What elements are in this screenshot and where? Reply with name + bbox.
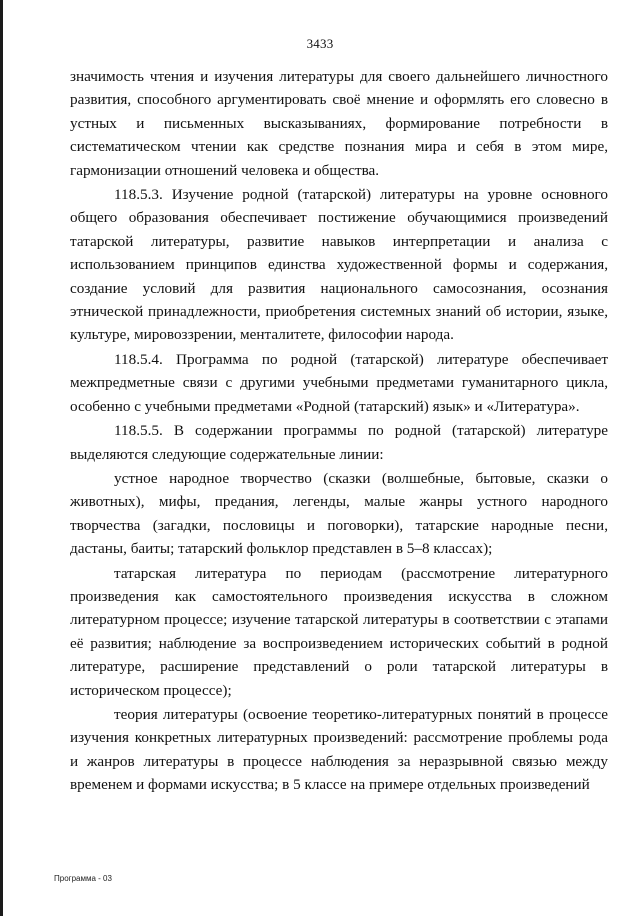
paragraph-continuation: значимость чтения и изучения литературы для своего дальнейшего личностного развития, способного аргументировать своё мнение и оформлять его словесно в устных и письменных высказываниях, формирование потребности в систематическом чтении как средстве познания мира и себя в этом мире, гармонизации отношений человека и общества. [70, 68, 608, 179]
list-item-literature-periods: татарская литература по периодам (рассмотрение литературного произведения как самостоятельного произведения искусства в сложном литературном процессе; изучение татарской литературы в соответствии с этапами её развития; наблюдение за воспроизведением исторических событий в родной литературе, расширение представлений о роли татарской литературы в историческом процессе); [70, 564, 608, 699]
footer-label: Программа - 03 [54, 874, 112, 883]
paragraph-118-5-5: 118.5.5. В содержании программы по родной (татарской) литературе выделяются следующие содержательные линии: [70, 422, 608, 463]
paragraph-118-5-3: 118.5.3. Изучение родной (татарской) литературы на уровне основного общего образования обеспечивает постижение обучающимися произведений татарской литературы, развитие навыков интерпретации и анализа с использованием принципов единства художественной формы и содержания, создание условий для развития национального самосознания, осознания этнической принадлежности, приобретения системных знаний об истории, языке, культуре, мировоззрении, менталитете, философии народа. [70, 186, 608, 344]
page-number: 3433 [306, 36, 334, 51]
paragraph-118-5-4: 118.5.4. Программа по родной (татарской) литературе обеспечивает межпредметные связи с другими учебными предметами гуманитарного цикла, особенно с учебными предметами «Родной (татарский) язык» и «Литература». [70, 350, 608, 415]
list-item-folklore: устное народное творчество (сказки (волшебные, бытовые, сказки о животных), мифы, предания, легенды, малые жанры устного народного творчества (загадки, пословицы и поговорки), татарские народные песни, дастаны, баиты; татарский фольклор представлен в 5–8 классах); [70, 469, 608, 558]
document-body [70, 65, 608, 797]
list-item-literary-theory: теория литературы (освоение теоретико-литературных понятий в процессе изучения конкретных литературных произведений: рассмотрение проблемы рода и жанров литературы в процессе наблюдения за неразрывной связью между временем и формами искусства; в 5 классе на примере отдельных произведений [70, 705, 608, 794]
scan-edge [0, 0, 3, 916]
